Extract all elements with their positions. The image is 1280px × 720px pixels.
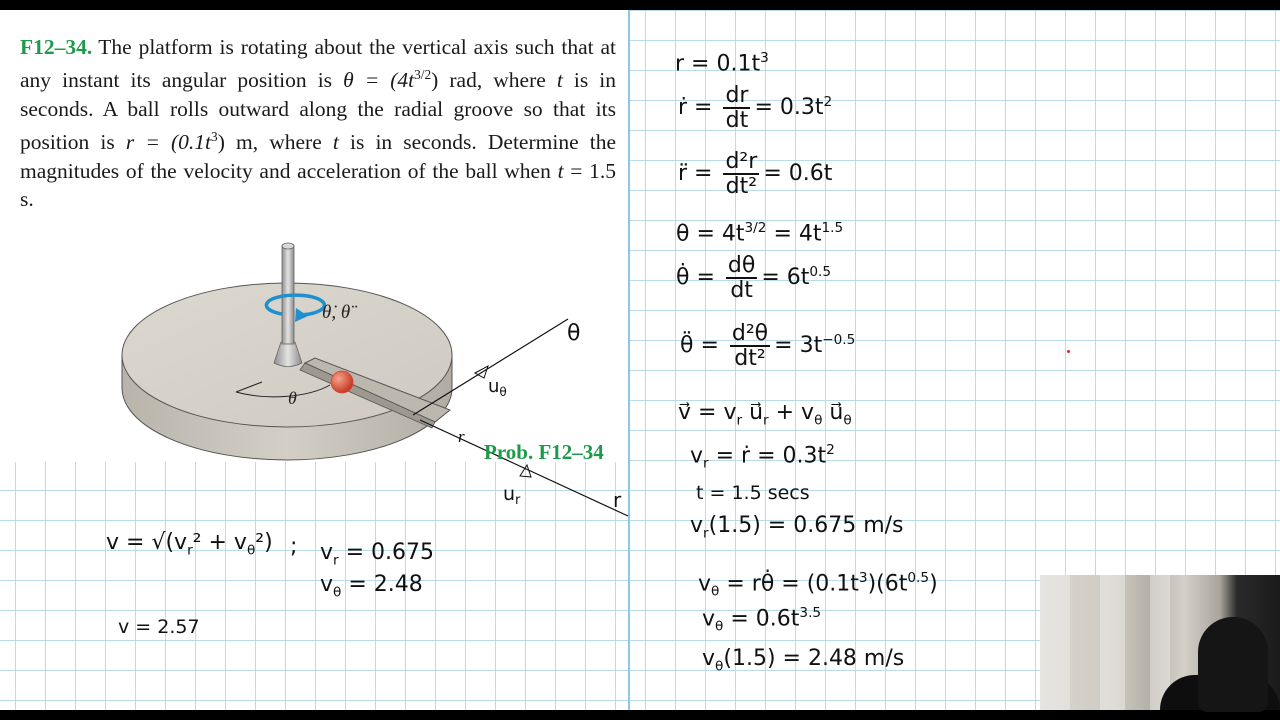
velocity-vector-equation: v⃗ = $v_r$ $u⃗_r + v_\theta$ $u⃗_\theta$: [678, 400, 852, 429]
r-exponent: 3: [211, 129, 218, 145]
problem-text-3: is in seconds. A ball rolls outward along the radial groove so that its position is: [20, 68, 616, 155]
vr-at-1.5: $v_r(1.5) = 0.675$ m/s: [690, 513, 904, 542]
problem-text-2: ) rad, where: [431, 68, 557, 93]
rdot-equation: ṙ = $\frac{dr}{dt}$ = $0.3t^2$: [678, 83, 833, 134]
r-axis-end-label: r: [613, 488, 622, 512]
theta-axis-label: θ: [567, 321, 581, 346]
t-symbol-2: t: [332, 130, 339, 155]
vtheta-equation: $v_\theta$ = rθ̇ = $(0.1t^3)(6t^{0.5})$: [698, 570, 938, 600]
velocity-result: v = 2.57: [118, 616, 200, 638]
ball: [331, 371, 353, 393]
vtheta-at-1.5: $v_\theta(1.5) = 2.48$ m/s: [702, 646, 905, 675]
velocity-magnitude-formula: $v = √(v_r^2 + v_\theta^2)$: [106, 530, 273, 559]
t-symbol-1: t: [556, 68, 563, 93]
r-axis-label: r: [458, 427, 465, 446]
t-symbol-3: t: [557, 158, 564, 183]
u-theta-label: $u_\theta$: [488, 376, 507, 399]
presenter-avatar: [1198, 617, 1268, 712]
pen-cursor: [1067, 350, 1070, 353]
vr-value: $v_r = 0.675$: [320, 540, 435, 569]
time-value: t = 1.5 secs: [696, 482, 810, 504]
problem-text-1: The platform is rotating about the vertical axis such that at any instant its angular position is: [20, 35, 616, 93]
problem-text-5: is in seconds. Determine the magnitudes of the velocity and acceleration of the ball when: [20, 130, 616, 183]
platform-figure: [0, 10, 628, 512]
u-r-label: $u_r$: [503, 483, 521, 508]
problem-text-4: ) m, where: [217, 130, 333, 155]
angular-rate-label: θ̇, θ̈: [322, 302, 351, 323]
r-axis: [420, 420, 628, 516]
page-divider: [628, 10, 630, 710]
theta-exponent: 3/2: [414, 67, 432, 83]
vr-equation: $v_r$ = ṙ = $0.3t^2$: [690, 442, 835, 472]
r-definition: $r = 0.1t^3$: [675, 50, 769, 77]
figure-caption: Prob. F12–34: [484, 440, 604, 464]
problem-id: F12–34.: [20, 35, 93, 59]
separator: ;: [290, 534, 298, 559]
theta-definition: $\theta = 4t^{3/2} = 4t^{1.5}$: [676, 220, 844, 247]
vtheta-value: $v_\theta = 2.48$: [320, 572, 423, 601]
theta-angle-label: θ: [288, 388, 297, 408]
problem-panel: [0, 10, 628, 512]
problem-text-6: = 1.5 s.: [20, 158, 616, 212]
whiteboard-page: [0, 10, 1280, 710]
webcam-overlay: [1040, 575, 1280, 710]
thetaddot-equation: θ̈ = $\frac{\text{d²θ}}{\text{dt²}}$ = $3t^{-0.5}$: [680, 321, 856, 372]
thetadot-equation: θ̇ = $\frac{d\theta}{dt}$ = $6t^{0.5}$: [676, 253, 832, 304]
rddot-equation: r̈ = $\frac{\text{d²r}}{\text{dt²}}$ = 0.6t: [678, 149, 833, 200]
theta-equation: θ = (4t: [343, 68, 415, 93]
vtheta-simplified: $v_\theta = 0.6t^{3.5}$: [702, 605, 822, 635]
r-equation: r = (0.1t: [125, 130, 212, 155]
